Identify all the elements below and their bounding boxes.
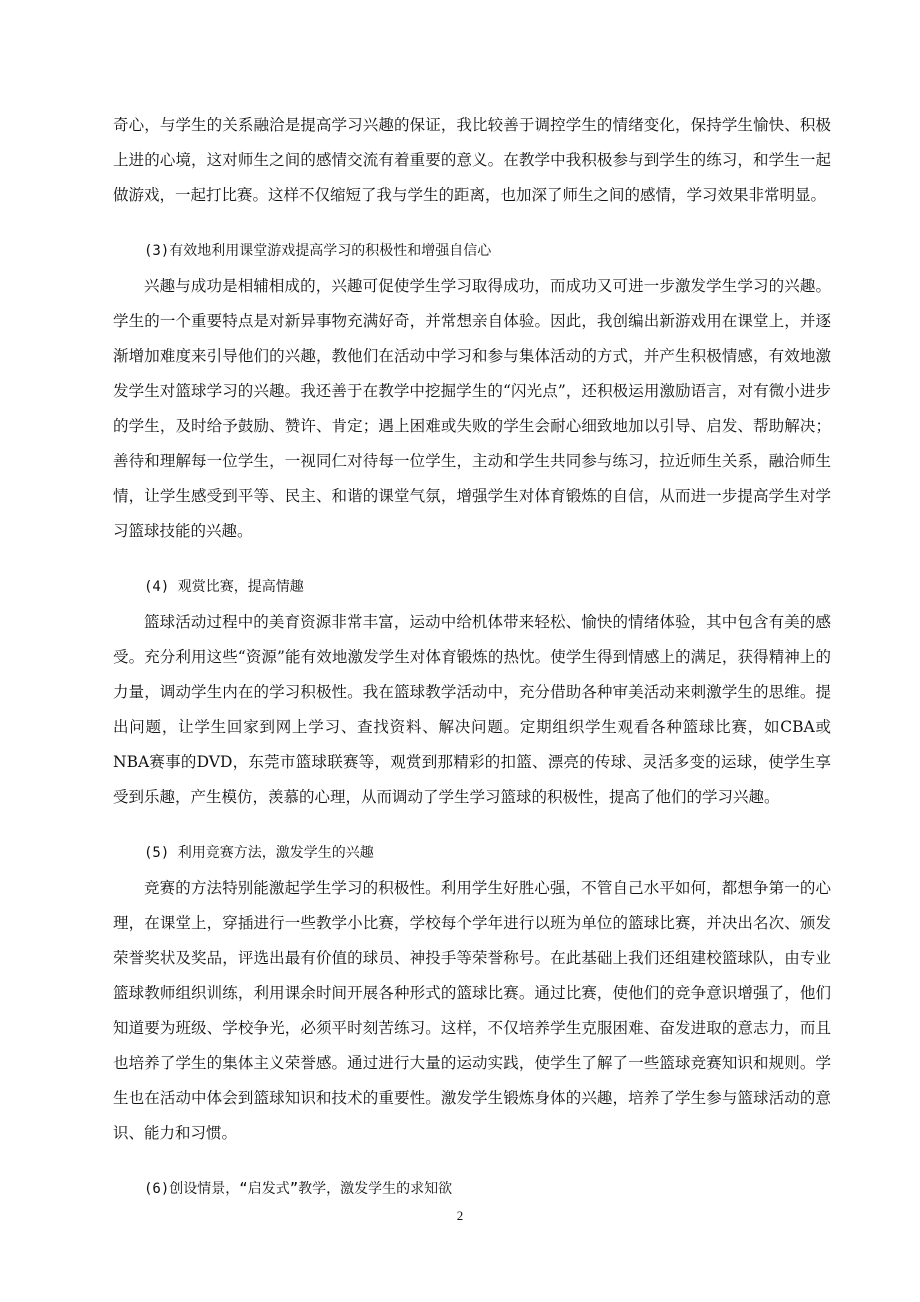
body-paragraph-section-4: 篮球活动过程中的美育资源非常丰富，运动中给机体带来轻松、愉快的情绪体验，其中包含有美的感受。充分利用这些“资源”能有效地激发学生对体育锻炼的热忱。使学生得到情感上的满足，获得精神上的力量，调动学生内在的学习积极性。我在篮球教学活动中，充分借助各种审美活动来刺激学生的思维。提出问题，让学生回家到网上学习、查找资料、解决问题。定期组织学生观看各种篮球比赛，如CBA或NBA赛事的DVD，东莞市篮球联赛等，观赏到那精彩的扣篮、漂亮的传球、灵活多变的运球，使学生享受到乐趣，产生模仿，羡慕的心理，从而调动了学生学习篮球的积极性，提高了他们的学习兴趣。 — [113, 613, 831, 806]
section-heading-3: (3)有效地利用课堂游戏提高学习的积极性和增强自信心 — [144, 243, 492, 259]
body-paragraph-section-3: 兴趣与成功是相辅相成的，兴趣可促使学生学习取得成功，而成功又可进一步激发学生学习的兴趣。学生的一个重要特点是对新异事物充满好奇，并常想亲自体验。因此，我创编出新游戏用在课堂上，并逐渐增加难度来引导他们的兴趣，教他们在活动中学习和参与集体活动的方式，并产生积极情感，有效地激发学生对篮球学习的兴趣。我还善于在教学中挖掘学生的“闪光点”，还积极运用激励语言，对有微小进步的学生，及时给予鼓励、赞许、肯定；遇上困难或失败的学生会耐心细致地加以引导、启发、帮助解决；善待和理解每一位学生，一视同仁对待每一位学生，主动和学生共同参与练习，拉近师生关系，融洽师生情，让学生感受到平等、民主、和谐的课堂气氛，增强学生对体育锻炼的自信，从而进一步提高学生对学习篮球技能的兴趣。 — [113, 277, 831, 540]
body-paragraph-section-5: 竞赛的方法特别能激起学生学习的积极性。利用学生好胜心强，不管自己水平如何，都想争第一的心理，在课堂上，穿插进行一些教学小比赛，学校每个学年进行以班为单位的篮球比赛，并决出名次、颁发荣誉奖状及奖品，评选出最有价值的球员、神投手等荣誉称号。在此基础上我们还组建校篮球队，由专业篮球教师组织训练，利用课余时间开展各种形式的篮球比赛。通过比赛，使他们的竞争意识增强了，他们知道要为班级、学校争光，必须平时刻苦练习。这样，不仅培养学生克服困难、奋发进取的意志力，而且也培养了学生的集体主义荣誉感。通过进行大量的运动实践，使学生了解了一些篮球竞赛知识和规则。学生也在活动中体会到篮球知识和技术的重要性。激发学生锻炼身体的兴趣，培养了学生参与篮球活动的意识、能力和习惯。 — [113, 879, 831, 1142]
section-heading-4: (4) 观赏比赛，提高情趣 — [144, 579, 304, 595]
body-paragraph-continued: 奇心，与学生的关系融洽是提高学习兴趣的保证，我比较善于调控学生的情绪变化，保持学生愉快、积极上进的心境，这对师生之间的感情交流有着重要的意义。在教学中我积极参与到学生的练习，和学生一起做游戏，一起打比赛。这样不仅缩短了我与学生的距离，也加深了师生之间的感情，学习效果非常明显。 — [113, 116, 831, 204]
section-heading-5: (5) 利用竞赛方法，激发学生的兴趣 — [144, 845, 374, 861]
section-heading-6: (6)创设情景，“启发式”教学，激发学生的求知欲 — [144, 1181, 453, 1197]
document-page — [113, 108, 831, 1207]
page-number: 2 — [456, 1208, 464, 1223]
